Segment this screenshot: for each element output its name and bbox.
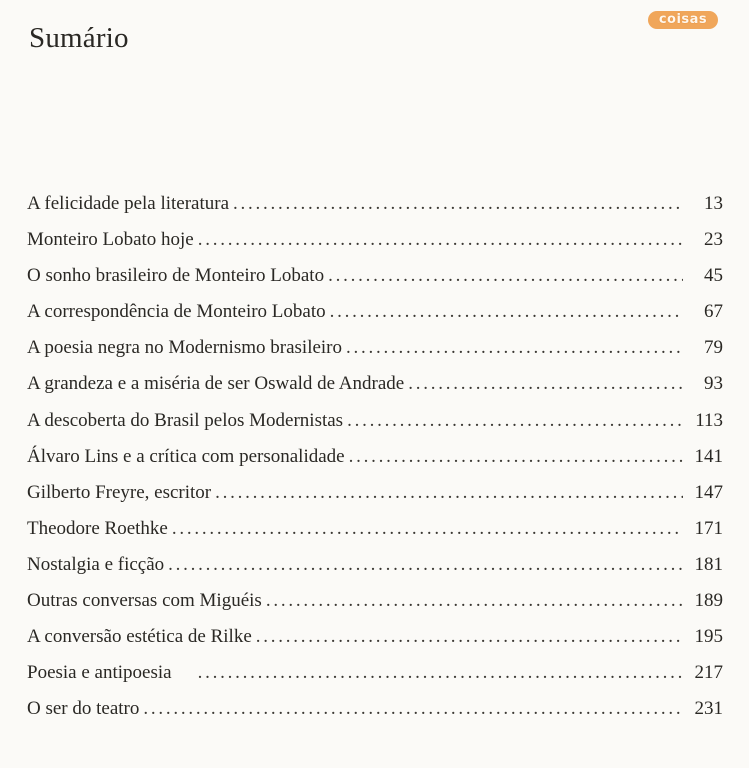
toc-entry xyxy=(27,475,723,511)
toc-entry xyxy=(27,258,723,294)
toc-entry xyxy=(27,619,723,655)
toc-entry xyxy=(27,186,723,222)
toc-entry xyxy=(27,222,723,258)
toc-entry-title: Nostalgia e ficção xyxy=(27,553,165,575)
toc-entry xyxy=(27,403,723,439)
toc-dot-leader xyxy=(266,583,683,619)
toc-dot-leader xyxy=(349,439,683,475)
toc-dot-leader xyxy=(408,366,683,402)
page-title: Sumário xyxy=(29,22,129,54)
toc-entry-page: 171 xyxy=(694,517,723,539)
toc-entry xyxy=(27,330,723,366)
toc-dot-leader xyxy=(346,330,683,366)
toc-dot-leader xyxy=(198,222,683,258)
toc-entry-title: A poesia negra no Modernismo brasileiro xyxy=(27,337,343,359)
toc-entry-page: 93 xyxy=(704,373,723,395)
toc-dot-leader xyxy=(215,475,683,511)
toc-entry-title: A conversão estética de Rilke xyxy=(27,626,252,648)
watermark-logo: coisas xyxy=(648,11,718,29)
toc-dot-leader xyxy=(256,619,683,655)
toc-entry xyxy=(27,583,723,619)
toc-dot-leader xyxy=(347,403,683,439)
toc-entry-page: 231 xyxy=(694,698,723,720)
toc-entry-title: Monteiro Lobato hoje xyxy=(27,229,194,251)
toc-entry-page: 23 xyxy=(704,229,723,251)
toc-entry xyxy=(27,547,723,583)
toc-entry-title: Gilberto Freyre, escritor xyxy=(27,481,212,503)
toc-entry-title: A felicidade pela literatura xyxy=(27,193,230,214)
toc-dot-leader xyxy=(143,691,683,727)
toc-entry-page: 79 xyxy=(704,337,723,359)
toc-dot-leader xyxy=(330,294,683,330)
toc-entry-page: 189 xyxy=(694,590,723,612)
toc-entry-page: 147 xyxy=(694,481,723,503)
toc-entry-page: 195 xyxy=(694,626,723,648)
toc-entry xyxy=(27,366,723,402)
toc-entry-title: A grandeza e a miséria de ser Oswald de Andrade xyxy=(27,373,405,395)
toc-dot-leader xyxy=(172,511,683,547)
toc-entry-title: Theodore Roethke xyxy=(27,517,168,539)
toc-entry-title: A correspondência de Monteiro Lobato xyxy=(27,301,326,323)
toc-entry-page: 181 xyxy=(694,553,723,575)
toc-entry-title: Álvaro Lins e a crítica com personalidade xyxy=(27,445,345,467)
toc-entry-title: Poesia e antipoesia xyxy=(27,662,172,684)
toc-entry-page: 141 xyxy=(694,445,723,467)
toc-entry-page: 45 xyxy=(704,265,723,287)
toc-entry xyxy=(27,691,723,727)
toc-dot-leader xyxy=(233,186,683,222)
toc-entry xyxy=(27,655,723,691)
toc-entry-page: 13 xyxy=(704,193,723,214)
toc-entry-page: 67 xyxy=(704,301,723,323)
toc-dot-leader xyxy=(198,655,683,691)
table-of-contents xyxy=(27,186,723,727)
toc-entry xyxy=(27,294,723,330)
toc-entry-title: O ser do teatro xyxy=(27,698,140,720)
toc-entry-title: Outras conversas com Miguéis xyxy=(27,590,262,612)
toc-entry xyxy=(27,439,723,475)
toc-entry-page: 217 xyxy=(694,662,723,684)
toc-entry-page: 113 xyxy=(695,409,723,431)
toc-entry-title: O sonho brasileiro de Monteiro Lobato xyxy=(27,265,325,287)
toc-entry-title: A descoberta do Brasil pelos Modernistas xyxy=(27,409,344,431)
toc-dot-leader xyxy=(328,258,683,294)
toc-dot-leader xyxy=(168,547,683,583)
toc-entry xyxy=(27,511,723,547)
